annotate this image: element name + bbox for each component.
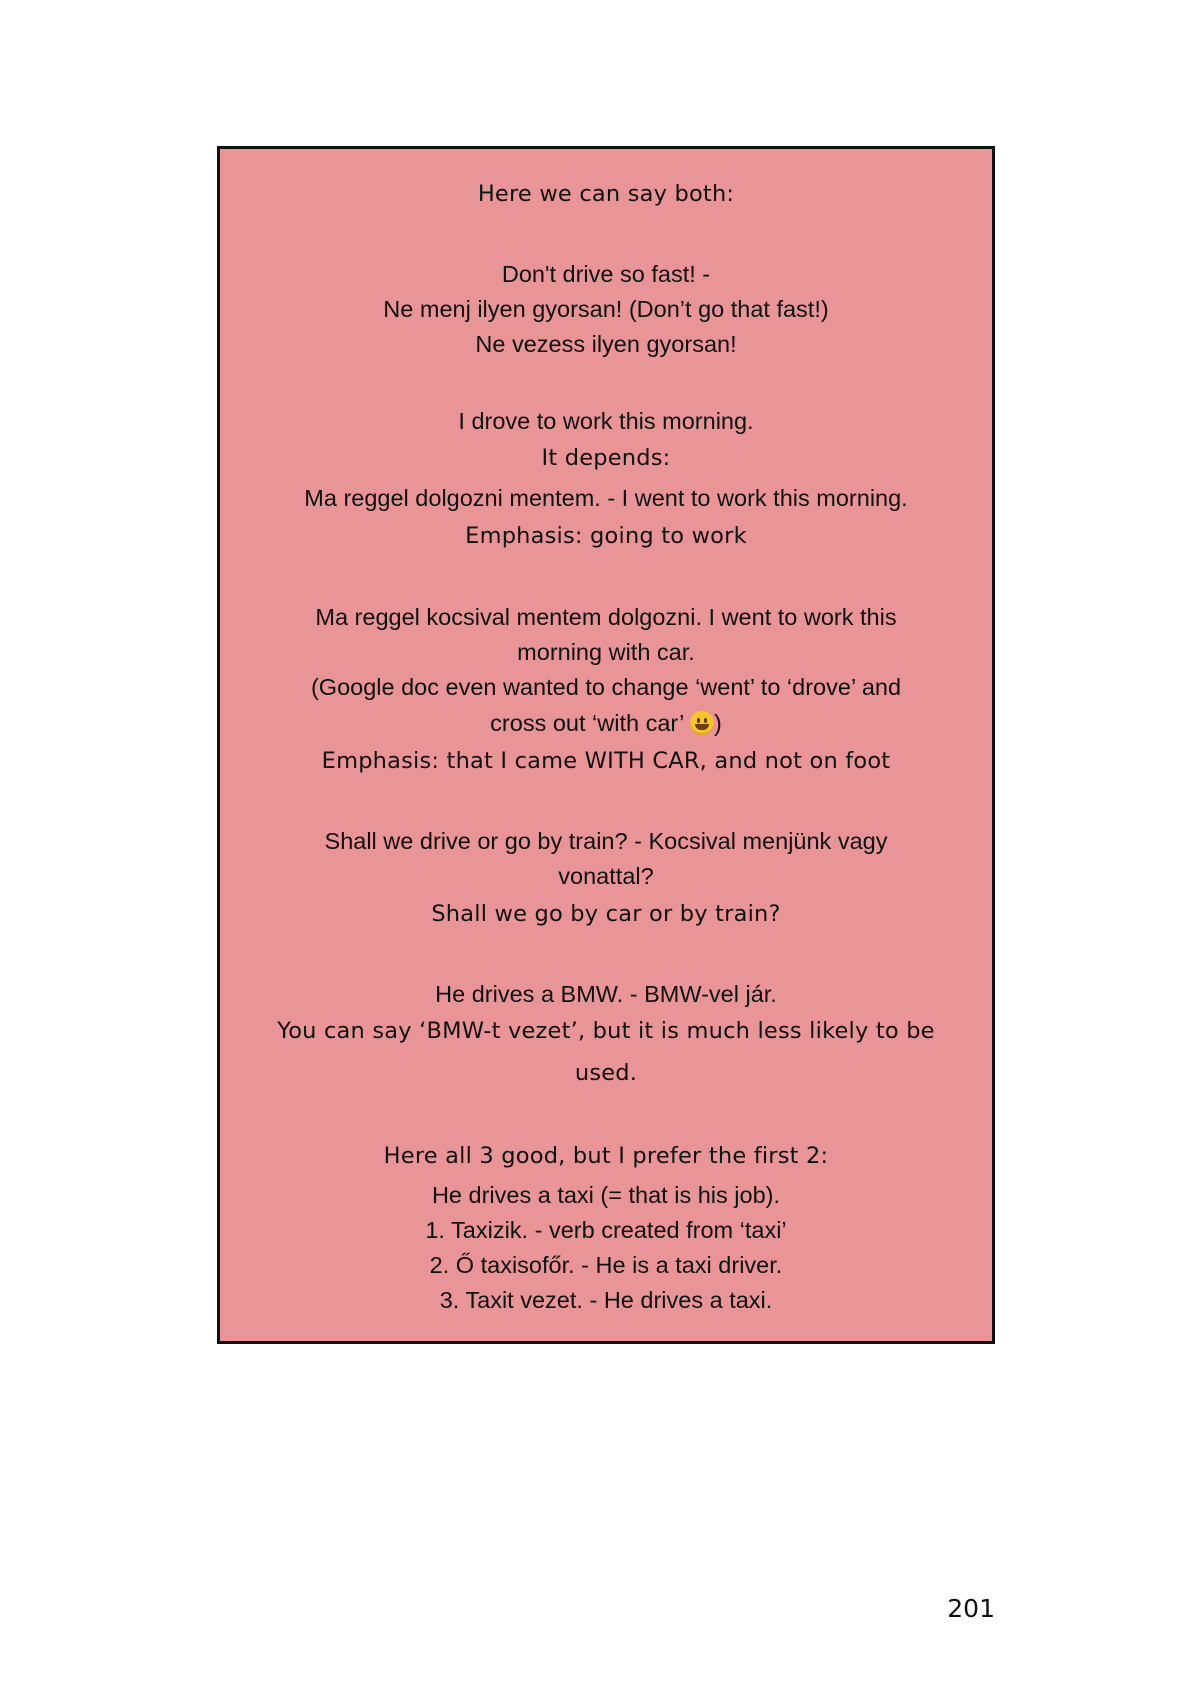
example-english-sentence: Don't drive so fast! - [501, 261, 711, 287]
explanation-note: Here all 3 good, but I prefer the first 2: [383, 1143, 829, 1169]
remark-text: cross out ‘with car’ [490, 710, 690, 736]
example-english-sentence: I drove to work this morning. [458, 408, 754, 434]
example-sentence-continuation: vonattal? [558, 863, 654, 889]
explanation-note-continuation: used. [574, 1060, 638, 1086]
example-english-sentence: He drives a BMW. - BMW-vel jár. [435, 981, 777, 1007]
example-hungarian-sentence: Ma reggel kocsival mentem dolgozni. I went to work this [315, 604, 897, 630]
example-hungarian-sentence: Ne vezess ilyen gyorsan! [475, 331, 737, 357]
explanation-note: It depends: [541, 445, 671, 471]
google-doc-remark-continuation [220, 711, 992, 736]
example-english-sentence: He drives a taxi (= that is his job). [431, 1182, 781, 1208]
numbered-option: 2. Ő taxisofőr. - He is a taxi driver. [429, 1252, 783, 1278]
explanation-note: You can say ‘BMW-t vezet’, but it is much less likely to be [277, 1018, 935, 1044]
google-doc-remark: (Google doc even wanted to change ‘went’ to ‘drove’ and [310, 674, 902, 700]
box-heading: Here we can say both: [477, 181, 735, 207]
note-box [217, 146, 995, 1344]
emphasis-note: Emphasis: that I came WITH CAR, and not on foot [321, 748, 891, 774]
remark-closing-paren: ) [713, 710, 722, 736]
grinning-face-emoji-icon [690, 711, 714, 735]
example-sentence-continuation: morning with car. [517, 639, 695, 665]
example-english-sentence: Shall we drive or go by train? - Kocsival menjünk vagy [324, 828, 888, 854]
example-hungarian-sentence: Ma reggel dolgozni mentem. - I went to work this morning. [304, 485, 908, 511]
numbered-option: 3. Taxit vezet. - He drives a taxi. [439, 1287, 773, 1313]
page-number: 201 [947, 1594, 995, 1623]
example-hungarian-sentence: Ne menj ilyen gyorsan! (Don’t go that fast!) [383, 296, 829, 322]
numbered-option: 1. Taxizik. - verb created from ‘taxi’ [425, 1217, 787, 1243]
emphasis-note: Emphasis: going to work [465, 523, 747, 549]
translation-note: Shall we go by car or by train? [431, 901, 781, 927]
